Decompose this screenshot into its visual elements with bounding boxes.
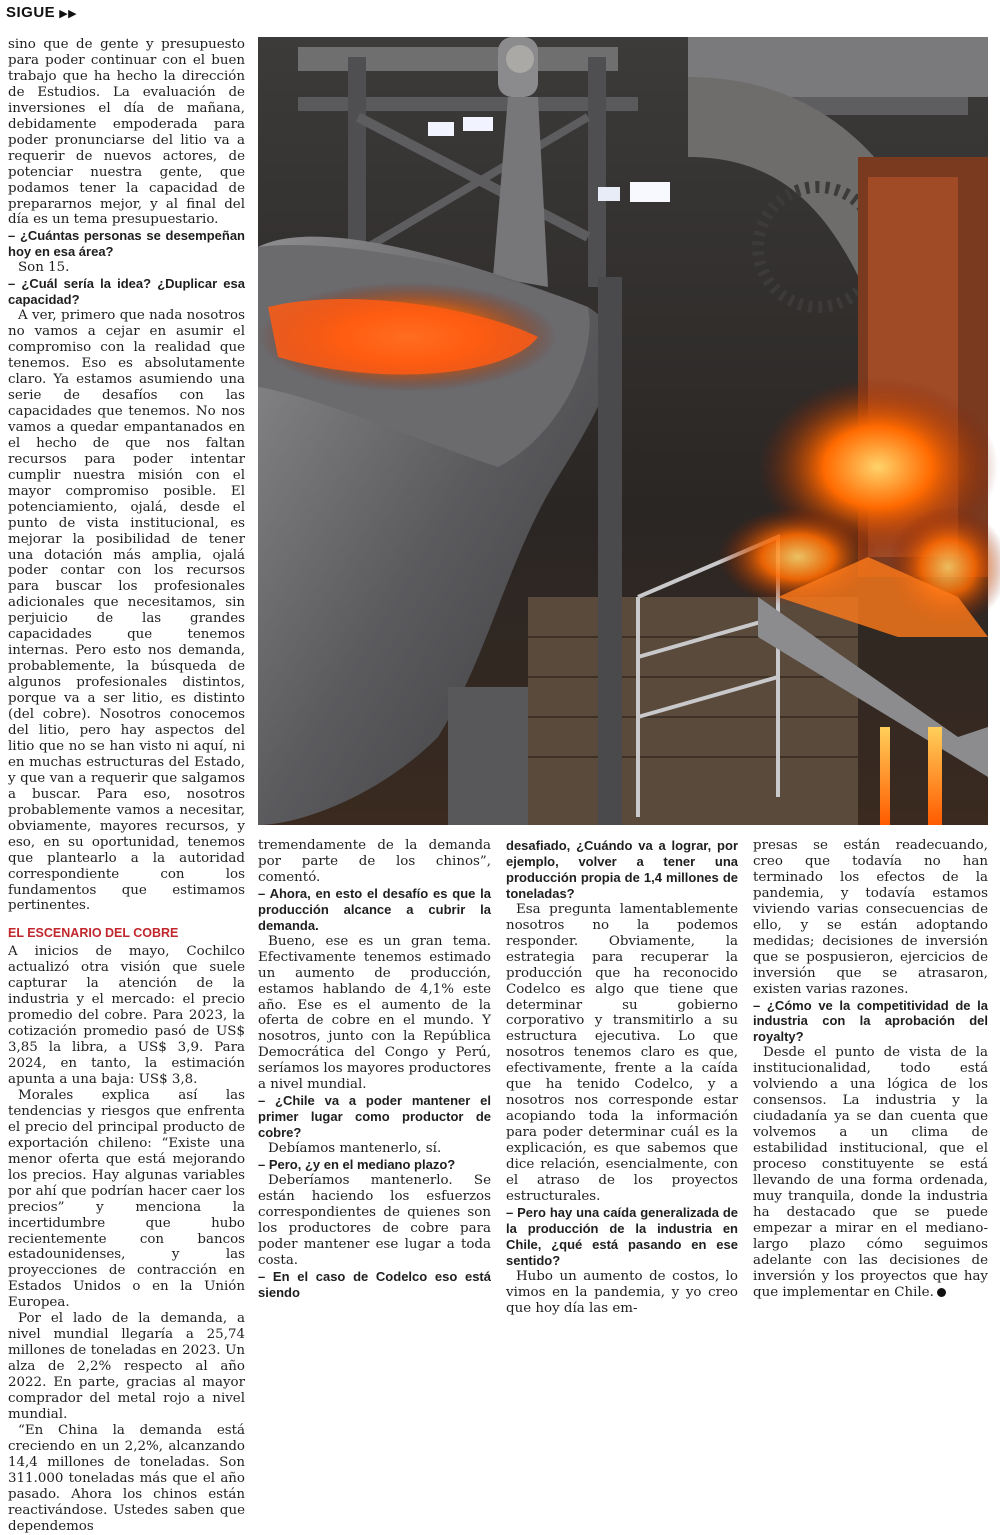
interview-answer: Hubo un aumento de costos, lo vimos en la pandemia, y yo creo que hoy día las em- (506, 1268, 738, 1316)
interview-question: – ¿Cuál sería la idea? ¿Duplicar esa capacidad? (8, 276, 245, 308)
answer-text: Desde el punto de vista de la institucionalidad, todo está volviendo a una lógica de los consensos. La industria y la ciudadanía ya se dan cuenta que volvemos a un clima de estabilidad institucional, que el proceso constituyente se está llevando de una forma ordenada, muy tranquila, donde la industria ha destacado que se puede empezar a mirar en el mediano-largo plazo cómo seguimos adelante con las decisiones de inversión y los proyectos que hay que implementar en Chile. (753, 1045, 988, 1300)
end-of-article-icon (937, 1288, 946, 1297)
continues-text: SIGUE (6, 4, 56, 21)
column-1 (8, 37, 245, 1534)
interview-answer: Son 15. (18, 260, 70, 276)
interview-question: – Ahora, en esto el desafío es que la producción alcance a cubrir la demanda. (258, 886, 491, 934)
continues-label (6, 4, 77, 21)
interview-question-continued: desafiado, ¿Cuándo va a lograr, por ejemplo, volver a tener una producción propia de 1,4 millones de toneladas? (506, 838, 738, 901)
interview-question: – En el caso de Codelco eso está siendo (258, 1269, 491, 1301)
smelter-photo (258, 37, 988, 825)
column-3 (506, 838, 738, 1316)
section-heading: EL ESCENARIO DEL COBRE (8, 926, 179, 941)
paragraph: Morales explica así las tendencias y riesgos que enfrenta el precio del principal producto de exportación chileno: “Existe una menor oferta que está mejorando los precios. Hay algunas variables por ahí que podrían hacer caer los precios” y menciona la incertidumbre que hubo recientemente con bancos estadounidenses, y las proyecciones de contracción en Estados Unidos o en la Unión Europea. (8, 1087, 245, 1311)
paragraph: “En China la demanda está creciendo en un 2,2%, alcanzando 14,4 millones de toneladas. Son 311.000 toneladas más que el año pasado. Ahora los chinos están reactivándose. Ustedes saben que dependemos (8, 1422, 245, 1534)
interview-question: – ¿Cómo ve la competitividad de la industria con la aprobación del royalty? (753, 998, 988, 1046)
paragraph: tremendamente de la demanda por parte de los chinos”, comentó. (258, 838, 491, 885)
interview-answer: Debíamos mantenerlo, sí. (268, 1141, 442, 1157)
interview-answer: Bueno, ese es un gran tema. Efectivamente tenemos estimado un aumento de producción, estamos hablando de 4,1% este año. Ese es el aumento de la oferta de cobre en el mundo. Y nosotros, junto con la República Democrática del Congo y Perú, seríamos los mayores productores a nivel mundial. (258, 933, 491, 1093)
column-4 (753, 838, 988, 1300)
interview-answer (753, 1045, 988, 1300)
interview-answer: A ver, primero que nada nosotros no vamos a cejar en asumir el compromiso con la realidad que tenemos. Eso es absolutamente claro. Ya estamos asumiendo una serie de desafíos con las capacidades que tenemos. No nos vamos a quedar empantanados en el hecho de que nos faltan recursos para poder intentar cumplir nuestra misión con el mayor compromiso posible. El potenciamiento, ojalá, desde el punto de vista institucional, es mejorar la posibilidad de tener una dotación más amplia, ojalá poder contar con los recursos para buscar los profesionales adicionales que necesitamos, sin perjuicio de las grandes capacidades que tenemos internas. Pero esto nos demanda, probablemente, la búsqueda de algunos profesionales distintos, porque va a ser litio, es distinto (del cobre). Nosotros conocemos del litio, pero hay aspectos del litio que no se han visto ni aquí, ni en muchas estructuras del Estado, y que van a requerir que salgamos a buscar. Para eso, nosotros probablemente vamos a necesitar, obviamente, mayores recursos, y eso, en su oportunidad, tenemos que plantearlo a la autoridad correspondiente con los fundamentos que estimamos pertinentes. (8, 308, 245, 914)
interview-answer: Deberíamos mantenerlo. Se están haciendo los esfuerzos correspondientes de quienes son los productores de cobre para poder mantener ese lugar a toda costa. (258, 1173, 491, 1268)
paragraph: Por el lado de la demanda, a nivel mundial llegaría a 25,74 millones de toneladas en 2023. Un alza de 2,2% respecto al año 2022. En parte, gracias al mayor comprador del metal rojo a nivel mundial. (8, 1311, 245, 1423)
paragraph: sino que de gente y presupuesto para poder continuar con el buen trabajo que ha hecho la dirección de Estudios. La evaluación de inversiones el día de mañana, debidamente empoderada para poder pronunciarse del litio va a requerir de nuevos actores, de potenciar nuestra gente, que podamos tener la capacidad de prepararnos mejor, y al final del día es un tema presupuestario. (8, 37, 245, 228)
paragraph: A inicios de mayo, Cochilco actualizó otra visión que suele capturar la atención de la industria y el mercado: el precio promedio del cobre. Para 2023, la cotización promedio pasó de US$ 3,85 la libra, a US$ 3,9. Para 2024, en tanto, la estimación apunta a una baja: US$ 3,8. (8, 944, 245, 1087)
interview-question: – ¿Chile va a poder mantener el primer lugar como productor de cobre? (258, 1093, 491, 1141)
paragraph: presas se están readecuando, creo que todavía no han terminado los efectos de la pandemia, y todavía estamos viviendo varias consecuencias de ello, y se están adoptando medidas; decisiones de inversión que se pospusieron, ejercicios de inversión que se atrasaron, existen varias razones. (753, 838, 988, 997)
interview-question: – Pero hay una caída generalizada de la producción de la industria en Chile, ¿qué está pasando en ese sentido? (506, 1205, 738, 1269)
column-2 (258, 838, 492, 1300)
interview-answer: Esa pregunta lamentablemente nosotros no la podemos responder. Obviamente, la estrategia para recuperar la producción que ha reconocido Codelco es algo que tiene que determinar su gobierno corporativo y transmitirlo a su estructura ejecutiva. Lo que nosotros tenemos claro es que, efectivamente, frente a la caída que ha tenido Codelco, y a nosotros nos corresponde estar acopiando toda la información para poder determinar cuál es la explicación, es que sabemos que dice relación, esencialmente, con el atraso de los proyectos estructurales. (506, 901, 738, 1204)
double-play-icon: ▶▶ (59, 8, 78, 20)
interview-question: – Pero, ¿y en el mediano plazo? (258, 1157, 491, 1173)
smelter-illustration (258, 37, 988, 825)
interview-question: – ¿Cuántas personas se desempeñan hoy en esa área? (8, 228, 245, 260)
